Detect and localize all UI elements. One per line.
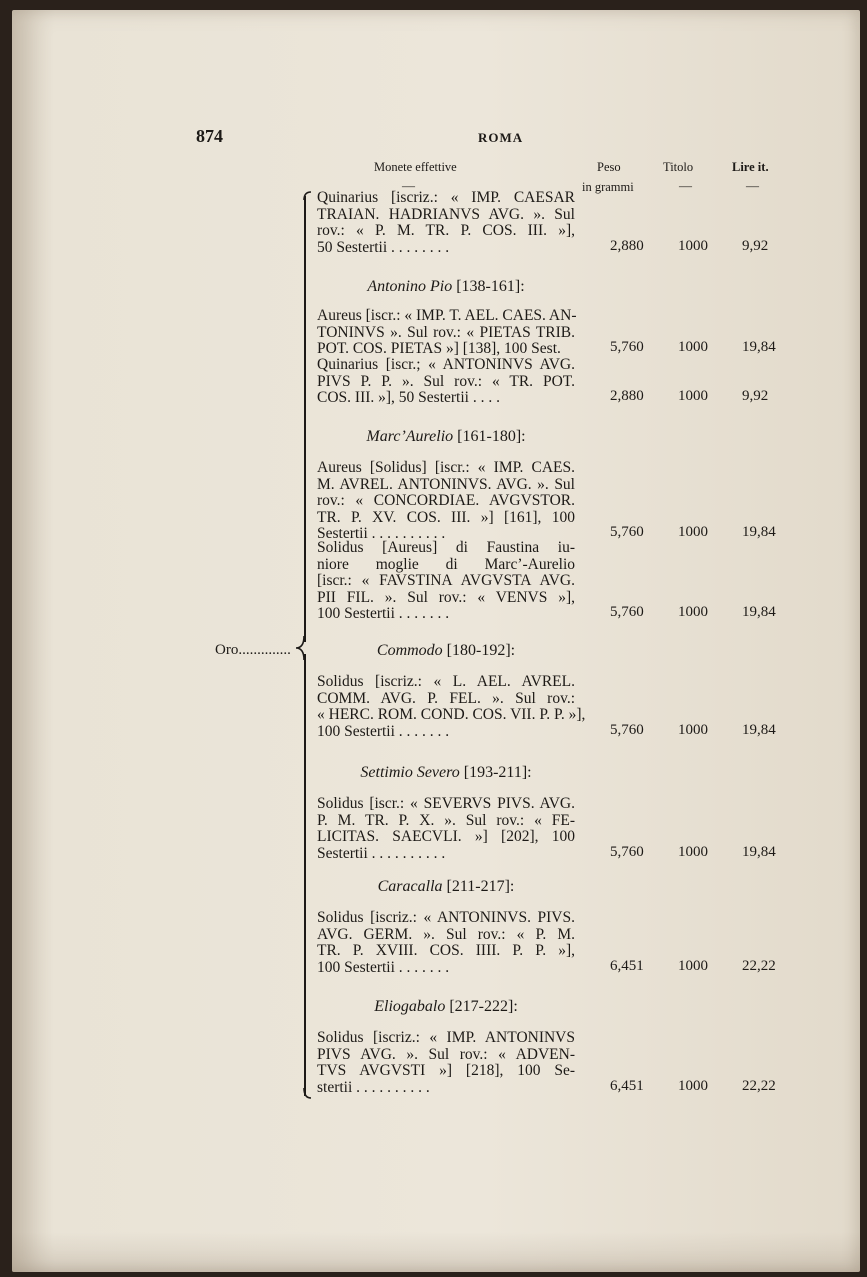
lire-value: 9,92 <box>742 237 769 254</box>
coin-description-line: Quinarius [iscr.; « ANTONINVS AVG. <box>317 356 575 373</box>
curly-brace <box>293 190 313 1110</box>
coin-description-line: Quinarius [iscriz.: « IMP. CAESAR <box>317 189 575 206</box>
emperor-years: [217-222]: <box>445 998 518 1015</box>
running-head: ROMA <box>478 130 524 145</box>
coin-description-line: TONINVS ». Sul rov.: « PIETAS TRIB. <box>317 323 575 341</box>
lire-value: 19,84 <box>742 604 776 620</box>
coin-description-line: Solidus [iscr.: « SEVERVS PIVS. AVG. <box>317 795 575 812</box>
emperor-heading <box>317 878 575 896</box>
column-dash-coins: — <box>402 178 415 193</box>
emperor-years: [180-192]: <box>442 642 516 659</box>
coin-entry <box>317 357 575 407</box>
lire-value: 9,92 <box>742 388 769 404</box>
coin-entry <box>317 308 575 358</box>
weight-value: 2,880 <box>610 237 644 254</box>
column-header-lire: Lire it. <box>732 160 769 174</box>
coin-description-line: COMM. AVG. P. FEL. ». Sul rov.: <box>317 689 575 707</box>
emperor-heading <box>317 764 575 782</box>
emperor-name: Antonino Pio <box>367 278 453 295</box>
title-value: 1000 <box>678 604 708 620</box>
weight-value: 5,760 <box>610 843 644 860</box>
weight-value: 2,880 <box>610 388 644 404</box>
coin-description-line: POT. COS. PIETAS »] [138], 100 Sest. <box>317 340 561 357</box>
coin-description-line: stertii . . . . . . . . . . <box>317 1078 430 1096</box>
weight-value: 6,451 <box>610 1077 644 1094</box>
coin-description-line: M. AVREL. ANTONINVS. AVG. ». Sul <box>317 475 575 493</box>
coin-description-line: 100 Sestertii . . . . . . . <box>317 722 450 740</box>
coin-description-line: « HERC. ROM. COND. COS. VII. P. P. »], <box>317 706 586 723</box>
coin-entry <box>317 1030 575 1096</box>
coin-description-line: 50 Sestertii . . . . . . . . <box>317 238 450 256</box>
coin-entry <box>317 796 575 862</box>
coin-description-line: 100 Sestertii . . . . . . . <box>317 605 450 622</box>
weight-value: 5,760 <box>610 524 644 540</box>
coin-description-line: TVS AVGVSTI »] [218], 100 Se- <box>317 1062 575 1079</box>
coin-description-line: TRAIAN. HADRIANVS AVG. ». Sul <box>317 205 575 223</box>
title-value: 1000 <box>678 721 708 738</box>
coin-description-line: [iscr.: « FAVSTINA AVGVSTA AVG. <box>317 572 575 589</box>
lire-value: 19,84 <box>742 721 776 738</box>
coin-entry <box>317 673 586 740</box>
coin-description-line: Aureus [iscr.: « IMP. T. AEL. CAES. AN- <box>317 307 577 324</box>
book-page <box>12 10 860 1272</box>
coin-description-line: Solidus [iscriz.: « ANTONINVS. PIVS. <box>317 909 575 926</box>
coin-description-line: P. M. TR. P. X. ». Sul rov.: « FE- <box>317 811 575 829</box>
title-value: 1000 <box>678 237 708 254</box>
coin-description-line: Solidus [iscriz.: « IMP. ANTONINVS <box>317 1029 575 1046</box>
column-dash-lire: — <box>746 178 759 193</box>
coin-description-line: AVG. GERM. ». Sul rov.: « P. M. <box>317 925 575 943</box>
weight-value: 5,760 <box>610 721 644 738</box>
emperor-years: [161-180]: <box>453 428 526 445</box>
emperor-years: [193-211]: <box>459 764 532 781</box>
weight-value: 5,760 <box>610 604 644 620</box>
lire-value: 19,84 <box>742 843 776 860</box>
coin-entry <box>317 910 575 976</box>
coin-description-line: Sestertii . . . . . . . . . . <box>317 844 446 862</box>
emperor-heading <box>317 278 575 296</box>
page-number: 874 <box>196 126 223 146</box>
coin-description-line: PIVS P. P. ». Sul rov.: « TR. POT. <box>317 372 575 390</box>
column-header-coins: Monete effettive <box>374 160 457 174</box>
emperor-name: Eliogabalo <box>374 998 446 1015</box>
title-value: 1000 <box>678 957 708 974</box>
lire-value: 19,84 <box>742 524 776 540</box>
column-dash-title: — <box>679 178 692 193</box>
emperor-heading <box>317 428 575 446</box>
coin-description-line: COS. III. »], 50 Sestertii . . . . <box>317 389 500 406</box>
coin-description-line: LICITAS. SAECVLI. »] [202], 100 <box>317 828 575 845</box>
title-value: 1000 <box>678 524 708 540</box>
coin-entry <box>317 460 575 543</box>
coin-description-line: PII FIL. ». Sul rov.: « VENVS »], <box>317 588 575 606</box>
title-value: 1000 <box>678 1077 708 1094</box>
emperor-years: [138-161]: <box>452 278 525 295</box>
lire-value: 19,84 <box>742 339 776 355</box>
coin-description-line: rov.: « CONCORDIAE. AVGVSTOR. <box>317 492 575 509</box>
metal-label: Oro.............. <box>215 642 291 658</box>
coin-description-line: Aureus [Solidus] [iscr.: « IMP. CAES. <box>317 459 575 476</box>
coin-description-line: TR. P. XV. COS. III. »] [161], 100 <box>317 508 575 526</box>
coin-entry <box>317 540 575 623</box>
column-header-title: Titolo <box>663 160 694 174</box>
emperor-name: Settimio Severo <box>360 764 460 781</box>
lire-value: 22,22 <box>742 1077 776 1094</box>
weight-value: 5,760 <box>610 339 644 355</box>
coin-description-line: Sestertii . . . . . . . . . . <box>317 525 446 542</box>
coin-description-line: Solidus [Aureus] di Faustina iu- <box>317 539 575 556</box>
column-subheader-weight: in grammi <box>582 180 634 194</box>
title-value: 1000 <box>678 388 708 404</box>
emperor-years: [211-217]: <box>442 878 515 895</box>
coin-description-line: TR. P. XVIII. COS. IIII. P. P. »], <box>317 942 575 959</box>
title-value: 1000 <box>678 843 708 860</box>
lire-value: 22,22 <box>742 957 776 974</box>
coin-description-line: rov.: « P. M. TR. P. COS. III. »], <box>317 222 575 239</box>
coin-entry <box>317 190 575 256</box>
emperor-name: Marc’Aurelio <box>366 428 454 445</box>
column-header-weight: Peso <box>597 160 621 174</box>
emperor-heading <box>317 998 575 1016</box>
emperor-heading <box>317 642 575 660</box>
coin-description-line: niore moglie di Marc’-Aurelio <box>317 555 575 573</box>
weight-value: 6,451 <box>610 957 644 974</box>
title-value: 1000 <box>678 339 708 355</box>
emperor-name: Commodo <box>376 642 443 659</box>
emperor-name: Caracalla <box>377 878 443 895</box>
coin-description-line: PIVS AVG. ». Sul rov.: « ADVEN- <box>317 1045 575 1063</box>
coin-description-line: 100 Sestertii . . . . . . . <box>317 958 450 976</box>
coin-description-line: Solidus [iscriz.: « L. AEL. AVREL. <box>317 673 575 690</box>
